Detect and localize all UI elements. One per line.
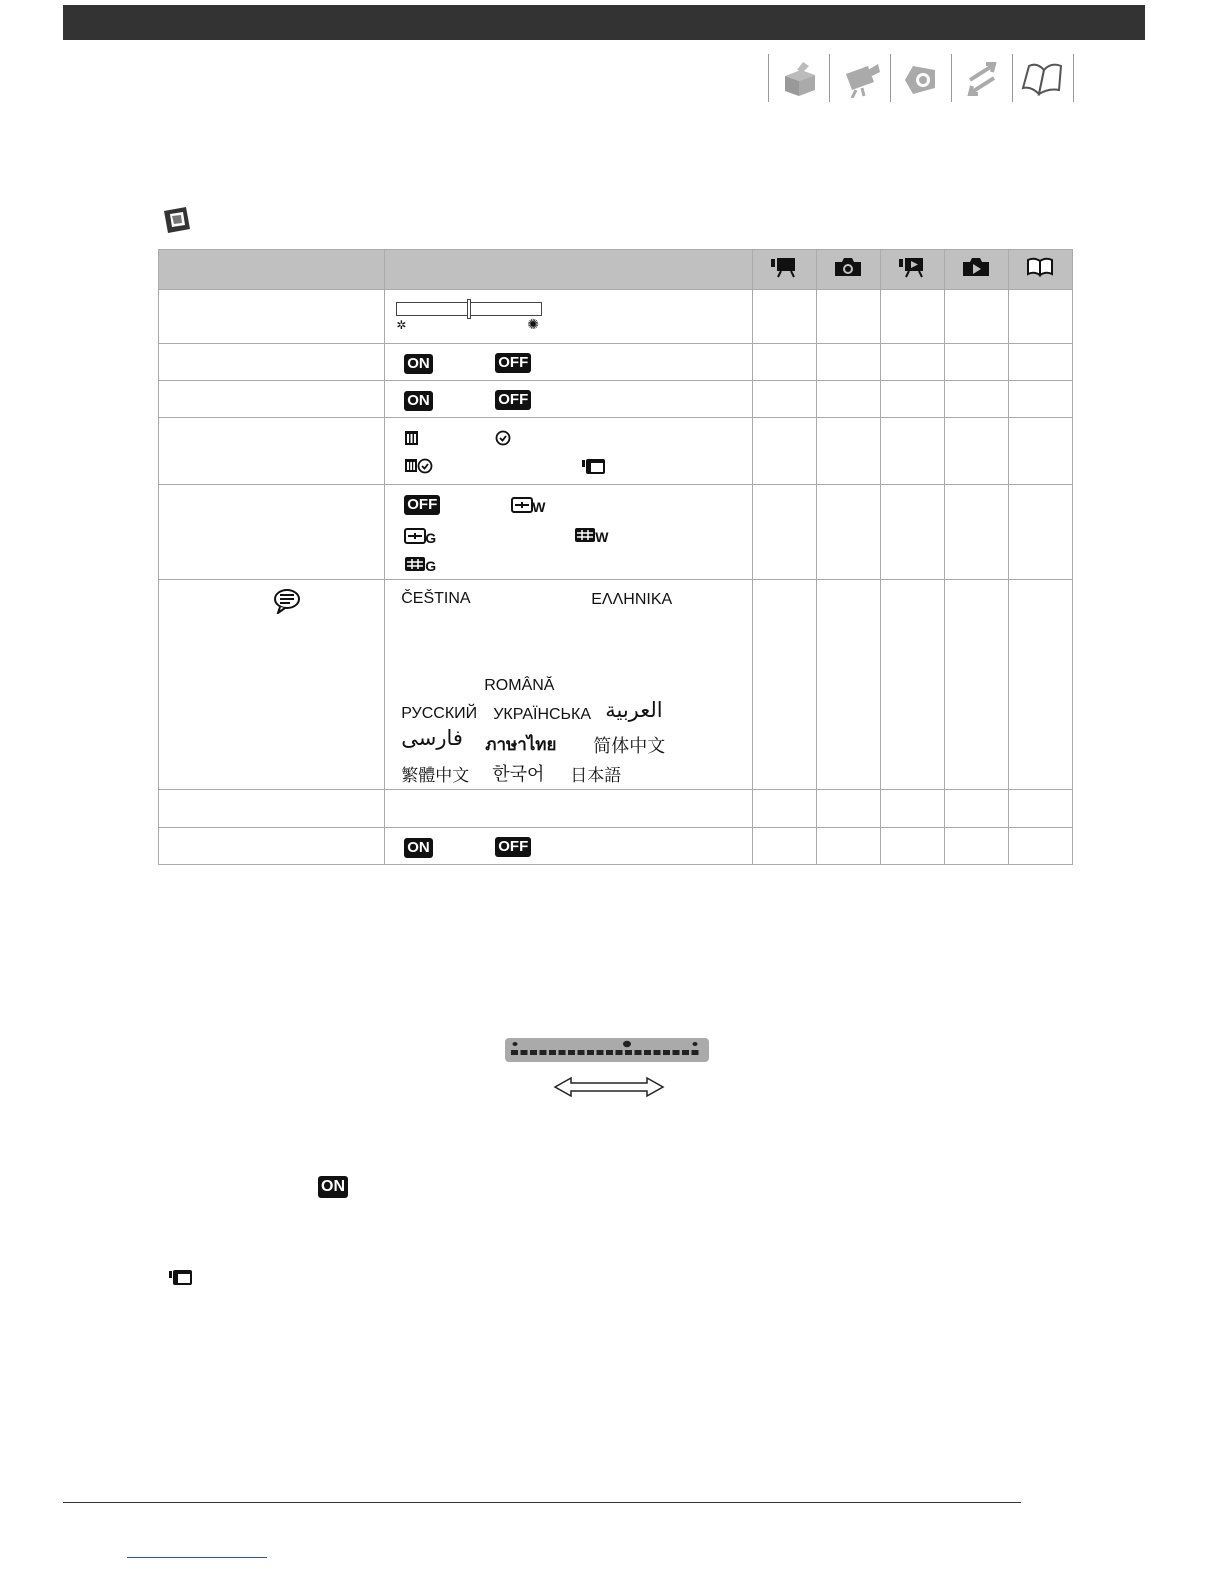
off-badge: OFF — [495, 353, 531, 373]
grid-marker-icon — [404, 556, 426, 572]
marker-color-label: G — [425, 530, 437, 546]
row-options-cell — [385, 418, 752, 485]
mode-cell — [944, 580, 1008, 790]
language-option: فارسی — [401, 726, 463, 750]
mode-cell — [816, 828, 880, 865]
language-option: ภาษาไทย — [485, 735, 557, 755]
scale-segment — [682, 1050, 689, 1055]
book-icon — [1019, 58, 1067, 98]
camera-icon — [899, 58, 943, 98]
footer-link-underline[interactable] — [127, 1557, 267, 1558]
on-badge: ON — [404, 354, 433, 374]
off-badge: OFF — [404, 495, 440, 515]
row-options-cell — [385, 790, 752, 828]
settings-table — [158, 249, 1073, 865]
scale-segment — [644, 1050, 651, 1055]
row-options-cell — [385, 580, 752, 790]
header-photo-playback — [944, 250, 1008, 290]
mode-cell — [816, 418, 880, 485]
nav-reference-tab[interactable] — [1012, 54, 1074, 102]
scale-dot — [693, 1042, 698, 1046]
scale-segment — [606, 1050, 613, 1055]
scale-segment — [530, 1050, 537, 1055]
mode-cell — [816, 790, 880, 828]
nav-camera-tab[interactable] — [890, 54, 951, 102]
scale-segment — [597, 1050, 604, 1055]
row-label-cell — [159, 381, 385, 418]
mode-cell — [752, 580, 816, 790]
mode-cell — [1008, 381, 1072, 418]
header-options-cell — [385, 250, 752, 290]
language-option: РУССКИЙ — [401, 705, 478, 722]
header-menu-item-cell — [159, 250, 385, 290]
marker-color-label: G — [425, 558, 437, 574]
marker-color-label: W — [595, 529, 609, 545]
table-row-brightness — [159, 290, 1073, 344]
mode-cell — [1008, 790, 1072, 828]
scale-segment — [568, 1050, 575, 1055]
nav-camcorder-tab[interactable] — [829, 54, 890, 102]
camcorder-data-icon — [581, 458, 607, 476]
reference-page-icon — [1025, 255, 1055, 279]
mode-cell — [816, 381, 880, 418]
mode-cell — [880, 790, 944, 828]
off-badge: OFF — [495, 837, 531, 857]
language-speech-icon — [273, 588, 301, 614]
mode-cell — [944, 381, 1008, 418]
scale-segment — [673, 1050, 680, 1055]
brightness-bright-icon: ✺ — [527, 317, 539, 333]
mode-cell — [880, 381, 944, 418]
language-option: 繁體中文 — [401, 766, 470, 785]
mode-cell — [1008, 485, 1072, 580]
table-row-date-time — [159, 418, 1073, 485]
row-label-cell — [159, 485, 385, 580]
mode-cell — [752, 381, 816, 418]
section-nav-tabs — [768, 54, 1074, 102]
brightness-dim-icon: ✲ — [396, 318, 407, 332]
scale-segment — [692, 1050, 699, 1055]
mode-cell — [880, 485, 944, 580]
header-movie-playback — [880, 250, 944, 290]
grid-marker-gray — [404, 556, 436, 572]
mode-cell — [880, 344, 944, 381]
dotted-scale — [505, 1038, 709, 1062]
mode-cell — [752, 790, 816, 828]
table-row-toggle-1 — [159, 344, 1073, 381]
language-option: ČEŠTINA — [401, 590, 471, 607]
row-options-cell — [385, 381, 752, 418]
mode-cell — [752, 485, 816, 580]
mode-cell — [1008, 344, 1072, 381]
header-bar — [63, 5, 1145, 40]
scale-dot — [623, 1041, 631, 1047]
language-option: 한국어 — [492, 764, 545, 784]
mode-cell — [880, 580, 944, 790]
language-option: УКРАЇНСЬКА — [493, 706, 592, 723]
scale-segment — [511, 1050, 518, 1055]
camcorder-icon — [838, 58, 882, 98]
row-options-cell — [385, 485, 752, 580]
double-arrow-icon — [553, 1076, 665, 1098]
transfer-icon — [960, 58, 1004, 98]
level-marker-white — [511, 497, 545, 513]
photo-playback-icon — [961, 255, 991, 279]
row-label-cell — [159, 790, 385, 828]
display-setup-icon — [161, 205, 193, 235]
table-header-row — [159, 250, 1073, 290]
mode-cell — [1008, 418, 1072, 485]
level-marker-icon — [404, 528, 426, 544]
mode-cell — [752, 828, 816, 865]
language-option: ΕΛΛΗΝΙΚΑ — [591, 591, 673, 608]
mode-cell — [944, 290, 1008, 344]
mode-cell — [944, 828, 1008, 865]
mode-cell — [752, 344, 816, 381]
scale-segment — [625, 1050, 632, 1055]
mode-cell — [752, 418, 816, 485]
mode-cell — [752, 290, 816, 344]
mode-cell — [944, 485, 1008, 580]
movie-playback-icon — [897, 255, 927, 279]
header-photo-recording — [816, 250, 880, 290]
grid-marker-white — [574, 527, 608, 543]
scale-segment — [654, 1050, 661, 1055]
scale-segment — [616, 1050, 623, 1055]
table-row-toggle-2 — [159, 381, 1073, 418]
nav-transfer-tab[interactable] — [951, 54, 1012, 102]
scale-segment — [540, 1050, 547, 1055]
mode-cell — [880, 828, 944, 865]
table-row-toggle-3 — [159, 828, 1073, 865]
level-marker-icon — [511, 497, 533, 513]
row-label-cell — [159, 290, 385, 344]
language-option: العربية — [605, 698, 663, 722]
movie-recording-icon — [769, 255, 799, 279]
mode-cell — [816, 485, 880, 580]
setup-box-icon — [777, 58, 821, 98]
scale-segment — [578, 1050, 585, 1055]
mode-cell — [816, 344, 880, 381]
off-badge: OFF — [495, 390, 531, 410]
scale-segment — [587, 1050, 594, 1055]
brightness-slider-handle[interactable] — [467, 299, 471, 319]
language-option: ROMÂNĂ — [484, 677, 555, 694]
mode-cell — [944, 344, 1008, 381]
table-row-blank — [159, 790, 1073, 828]
scale-dot — [513, 1042, 518, 1046]
row-label-cell — [159, 418, 385, 485]
mode-cell — [1008, 290, 1072, 344]
scale-segment — [559, 1050, 566, 1055]
row-options-cell — [385, 290, 752, 344]
row-label-cell — [159, 828, 385, 865]
clock-icon — [495, 430, 511, 446]
mode-cell — [944, 418, 1008, 485]
marker-color-label: W — [532, 499, 546, 515]
brightness-slider[interactable] — [396, 302, 542, 316]
footer-rule — [63, 1502, 1021, 1503]
mode-cell — [944, 790, 1008, 828]
language-option: 简体中文 — [593, 736, 666, 756]
scale-segment — [549, 1050, 556, 1055]
on-badge: ON — [404, 391, 433, 411]
mode-cell — [880, 418, 944, 485]
backlight-bar-illustration — [505, 1038, 709, 1062]
row-label-cell — [159, 344, 385, 381]
date-icon — [404, 430, 420, 446]
date-and-time-icon — [404, 458, 434, 474]
mode-cell — [880, 290, 944, 344]
grid-marker-icon — [574, 527, 596, 543]
header-reference-page — [1008, 250, 1072, 290]
table-row-language — [159, 580, 1073, 790]
photo-recording-icon — [833, 255, 863, 279]
header-movie-recording — [752, 250, 816, 290]
mode-cell — [816, 290, 880, 344]
scale-segment — [521, 1050, 528, 1055]
language-option: 日本語 — [570, 766, 622, 785]
row-options-cell — [385, 828, 752, 865]
mode-cell — [1008, 828, 1072, 865]
scale-segment — [663, 1050, 670, 1055]
on-badge: ON — [404, 838, 433, 858]
mode-cell — [1008, 580, 1072, 790]
nav-setup-tab[interactable] — [768, 54, 829, 102]
row-label-cell — [159, 580, 385, 790]
level-marker-gray — [404, 528, 436, 544]
table-row-markers — [159, 485, 1073, 580]
row-options-cell — [385, 344, 752, 381]
camcorder-data-icon — [168, 1269, 194, 1287]
on-badge: ON — [318, 1176, 348, 1198]
scale-segment — [635, 1050, 642, 1055]
mode-cell — [816, 580, 880, 790]
